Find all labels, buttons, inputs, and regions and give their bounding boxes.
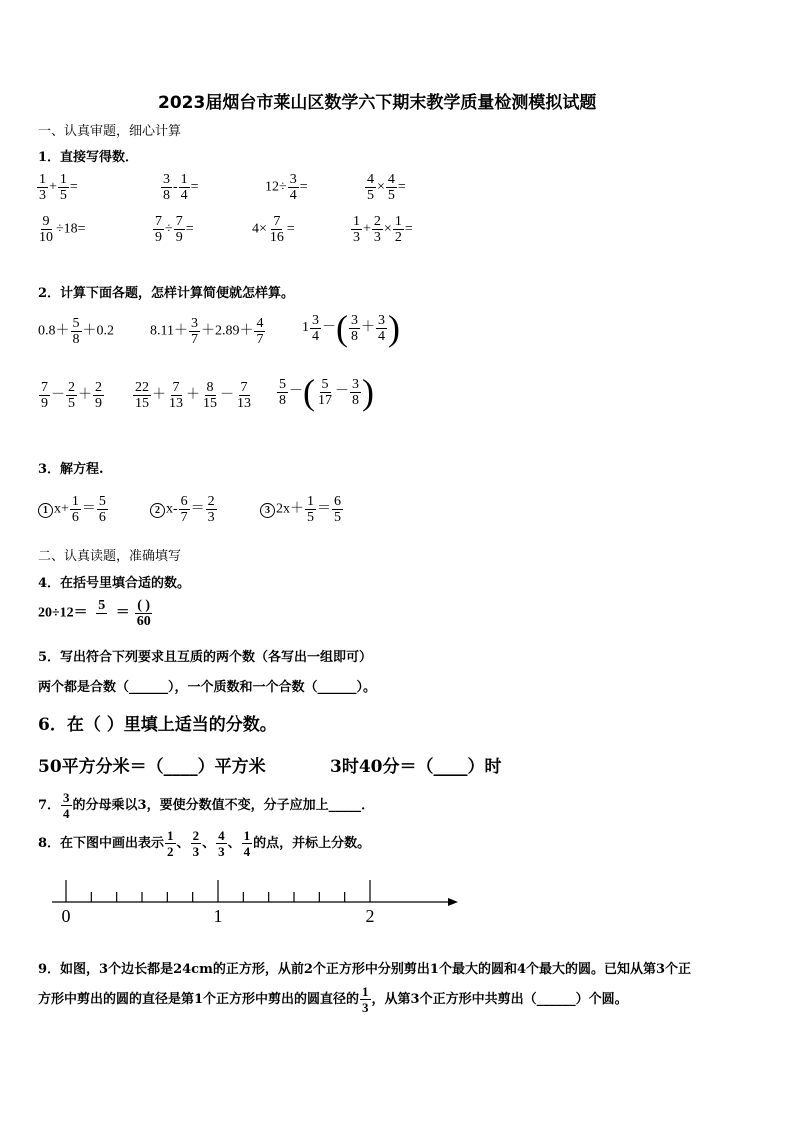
circled-number-1: 1 (38, 503, 53, 518)
question-9-line-2: 方形中剪出的圆的直径是第1个正方形中剪出的圆直径的 $\frac{1}{3}$ ，从第3个正方形中共剪出（______）个圆。 (38, 984, 628, 1015)
question-3-label: 3．解方程. (38, 462, 104, 477)
question-8: 8．在下图中画出表示 $\frac{1}{2}$ 、 $\frac{2}{3}$ 、 $\frac{4}{3}$ 、 $\frac{1}{4}$ 的点，并标上分数。 (38, 828, 371, 859)
tick-label-1: 1 (213, 906, 223, 926)
question-9-line-1: 9．如图，3个边长都是24cm的正方形，从前2个正方形中分别剪出1个最大的圆和4个最大的圆。已知从第3个正 (38, 962, 692, 977)
question-2-label: 2．计算下面各题，怎样计算简便就怎样算。 (38, 286, 295, 301)
q3-equation-1: 1 x+ $\frac{1}{6}$ ＝ $\frac{5}{6}$ (38, 494, 109, 525)
q1-item-4: $\frac{4}{5}$ × $\frac{4}{5}$ = (367, 172, 406, 203)
q1-item-5: $\frac{9}{10}$ ÷18= (39, 214, 86, 245)
q2-expr-4: $\frac{7}{9}$ － $\frac{2}{5}$ ＋ $\frac{2}{9}$ (41, 380, 102, 411)
section-2-heading: 二、认真读题，准确填写 (38, 549, 182, 564)
question-6-line-1: 50平方分米＝（____）平方米 (38, 757, 266, 777)
circled-number-3: 3 (260, 503, 275, 518)
q1-item-2: $\frac{3}{8}$ - $\frac{1}{4}$ = (163, 172, 199, 203)
section-1-heading: 一、认真审题，细心计算 (38, 124, 182, 139)
page-title: 2023届烟台市莱山区数学六下期末教学质量检测模拟试题 (158, 93, 597, 113)
q4-expression: 20÷12＝ 5 ＝ ( ) 60 (38, 598, 151, 629)
q1-item-3: 12÷ $\frac{3}{4}$ = (265, 172, 308, 203)
q2-expr-1: 0.8＋ $\frac{5}{8}$ ＋0.2 (38, 316, 114, 347)
circled-number-2: 2 (150, 503, 165, 518)
question-1-label: 1．直接写得数． (38, 150, 139, 165)
tick-label-2: 2 (365, 906, 375, 926)
q2-expr-5: $\frac{22}{15}$ ＋ $\frac{7}{13}$ ＋ $\frac{8}{15}$ － $\frac{7}{13}$ (135, 380, 251, 411)
q1-item-7: 4× $\frac{7}{16}$ = (252, 214, 295, 245)
q3-equation-2: 2 x- $\frac{6}{7}$ ＝ $\frac{2}{3}$ (150, 494, 218, 525)
question-4-label: 4．在括号里填合适的数。 (38, 576, 191, 591)
question-5-answer-line: 两个都是合数（______），一个质数和一个合数（______）。 (38, 680, 377, 695)
question-6-line-2: 3时40分＝（____）时 (330, 757, 502, 777)
number-line-ticks (66, 880, 370, 902)
q1-item-6: $\frac{7}{9}$ ÷ $\frac{7}{9}$ = (155, 214, 194, 245)
number-line-arrow-icon (448, 898, 458, 906)
q1-item-8: $\frac{1}{3}$ + $\frac{2}{3}$ × $\frac{1}{2}$ = (353, 214, 413, 245)
q2-expr-2: 8.11＋ $\frac{3}{7}$ ＋2.89＋ $\frac{4}{7}$ (150, 316, 264, 347)
question-6-label: 6．在（ ）里填上适当的分数。 (38, 715, 277, 735)
q1-item-1: $\frac{1}{3}$ + $\frac{1}{5}$ = (39, 172, 78, 203)
question-7: 7． $\frac{3}{4}$ 的分母乘以3，要使分数值不变，分子应加上_____． (38, 790, 375, 821)
q2-expr-3: 1 $\frac{3}{4}$ －( $\frac{3}{8}$ ＋ $\frac{3}{4}$ ) (302, 308, 400, 348)
q2-expr-6: $\frac{5}{8}$ －( $\frac{5}{17}$ － $\frac{3}{8}$ ) (279, 372, 374, 412)
number-line (40, 872, 470, 932)
tick-label-0: 0 (61, 906, 71, 926)
q3-equation-3: 3 2x＋ $\frac{1}{5}$ ＝ $\frac{6}{5}$ (260, 494, 344, 525)
question-5-label: 5．写出符合下列要求且互质的两个数（各写出一组即可） (38, 650, 373, 665)
